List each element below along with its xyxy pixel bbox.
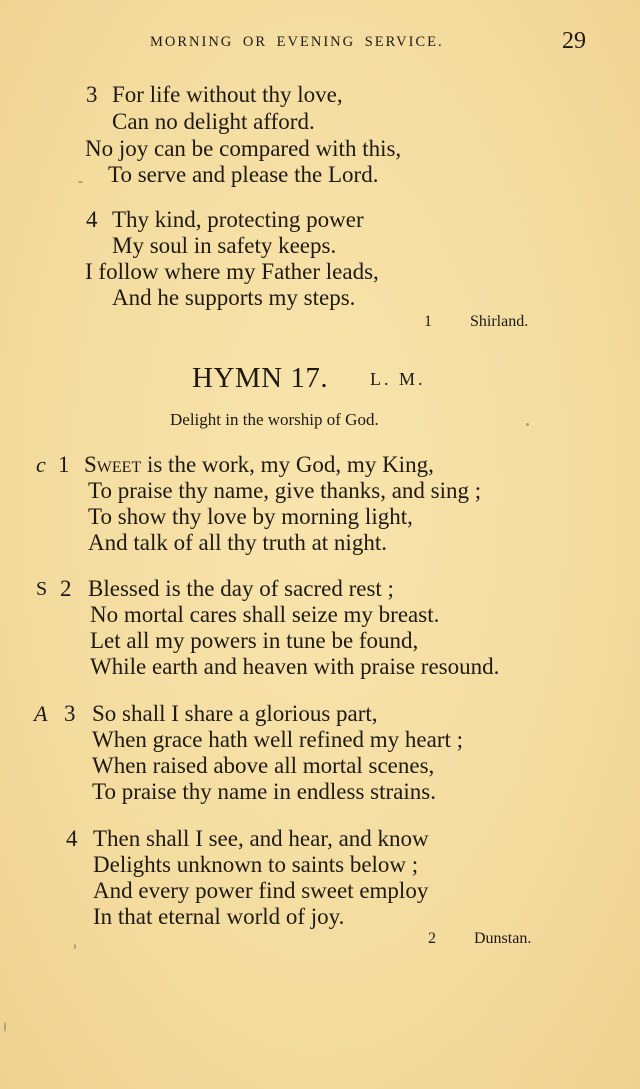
- hymn-subject: Delight in the worship of God.: [170, 410, 379, 429]
- verse-line: When raised above all mortal scenes,: [92, 753, 435, 778]
- paper-speck: [74, 944, 76, 949]
- tune-number: 2: [428, 930, 436, 947]
- first-word: Sweet: [84, 452, 142, 477]
- verse-line: No mortal cares shall seize my breast.: [90, 602, 440, 627]
- hymn-meter: L. M.: [370, 369, 426, 389]
- running-head: MORNING OR EVENING SERVICE.: [150, 34, 444, 50]
- tune-reference: [428, 930, 531, 948]
- verse-line: For life without thy love,: [112, 82, 343, 107]
- verse-line: Delights unknown to saints below ;: [93, 852, 419, 877]
- verse-line: Blessed is the day of sacred rest ;: [88, 576, 394, 601]
- stanza-number: 2: [60, 576, 72, 601]
- tune-name: Shirland.: [470, 313, 529, 330]
- stanza-marker: c: [36, 452, 46, 477]
- verse-line: While earth and heaven with praise resound.: [90, 654, 500, 679]
- first-line-rest: is the work, my God, my King,: [141, 452, 434, 477]
- stanza-number: 3: [86, 82, 98, 107]
- verse-line: And he supports my steps.: [112, 285, 356, 310]
- stanza-number: 3: [64, 701, 76, 726]
- stanza-marker: A: [34, 701, 48, 726]
- tune-number: 1: [424, 313, 432, 330]
- verse-line: To serve and please the Lord.: [108, 162, 379, 187]
- verse-line: To praise thy name in endless strains.: [92, 779, 436, 804]
- verse-line: And talk of all thy truth at night.: [88, 530, 387, 555]
- paper-speck: [78, 181, 83, 183]
- verse-line: Let all my powers in tune be found,: [90, 628, 419, 653]
- stanza-marker: S: [36, 578, 48, 600]
- verse-line: No joy can be compared with this,: [85, 136, 402, 161]
- paper-speck: [526, 423, 529, 426]
- verse-line: Thy kind, protecting power: [112, 207, 364, 232]
- verse-line: In that eternal world of joy.: [93, 904, 345, 929]
- stanza-number: 4: [66, 826, 78, 851]
- verse-line: I follow where my Father leads,: [85, 259, 379, 284]
- paper-speck: [4, 1022, 6, 1032]
- stanza-number: 4: [86, 207, 98, 232]
- verse-line: My soul in safety keeps.: [112, 233, 337, 258]
- verse-line: [84, 452, 434, 478]
- verse-line: Then shall I see, and hear, and know: [93, 826, 429, 851]
- tune-reference: [424, 313, 528, 331]
- verse-line: And every power find sweet employ: [93, 878, 429, 903]
- verse-line: To show thy love by morning light,: [88, 504, 413, 529]
- verse-line: When grace hath well refined my heart ;: [92, 727, 464, 752]
- verse-line: So shall I share a glorious part,: [92, 701, 378, 726]
- stanza-number: 1: [58, 452, 70, 477]
- page-number: 29: [562, 28, 586, 54]
- verse-line: To praise thy name, give thanks, and sing ;: [88, 478, 482, 503]
- hymn-title: HYMN 17.: [192, 362, 329, 394]
- tune-name: Dunstan.: [474, 930, 532, 947]
- verse-line: Can no delight afford.: [112, 109, 315, 134]
